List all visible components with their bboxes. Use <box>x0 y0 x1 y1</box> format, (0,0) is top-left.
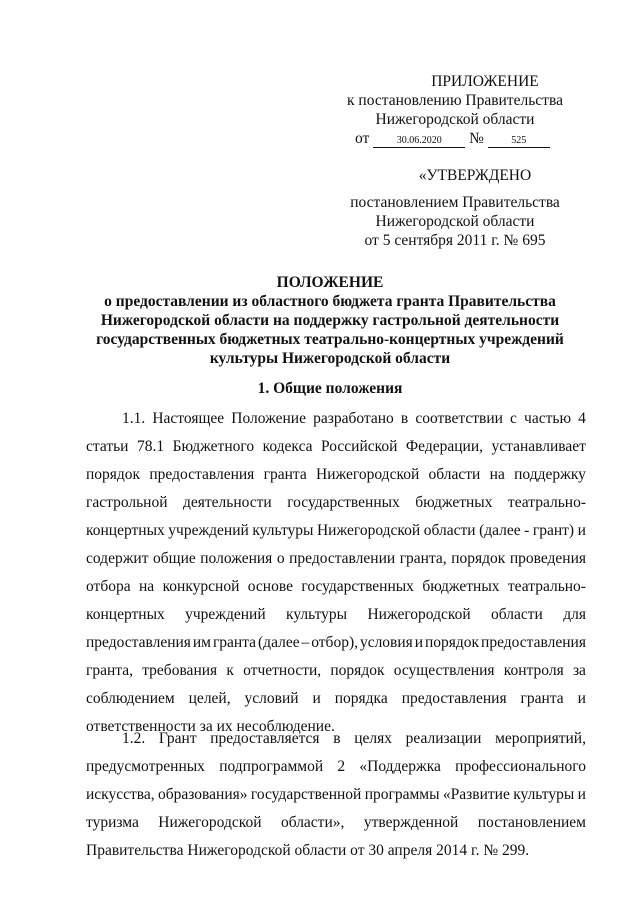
document-title <box>60 273 600 368</box>
appendix-line-2: Нижегородской области <box>375 111 535 128</box>
paragraph-line: отбора на конкурсной основе государственных бюджетных театрально- <box>86 578 586 595</box>
appendix-title: ПРИЛОЖЕНИЕ <box>431 73 539 90</box>
paragraph-line: соблюдением целей, условий и порядка предоставления гранта и <box>86 690 586 707</box>
decree-number: 525 <box>488 135 550 148</box>
paragraph-line: ответственности за их несоблюдение. <box>86 718 335 735</box>
appendix-line-1: к постановлению Правительства <box>347 92 563 109</box>
paragraph-line: гранта, требования к отчетности, порядок осуществления контроля за <box>86 662 586 679</box>
paragraph-line: искусства, образования» государственной программы «Развитие культуры и <box>86 786 586 803</box>
paragraph-1-1 <box>86 405 586 741</box>
document-title-line-1: ПОЛОЖЕНИЕ <box>276 274 384 291</box>
approved-line-2: Нижегородской области <box>375 213 535 230</box>
document-title-line-4: государственных бюджетных театрально-концертных учреждений <box>96 331 564 348</box>
approved-line-1: постановлением Правительства <box>350 194 560 211</box>
paragraph-line: предусмотренных подпрограммой 2 «Поддержка профессионального <box>86 758 586 775</box>
approved-line-3: от 5 сентября 2011 г. № 695 <box>364 232 546 249</box>
paragraph-line: порядок предоставления гранта Нижегородской области на поддержку <box>86 466 586 483</box>
section-heading: 1. Общие положения <box>257 380 403 397</box>
decree-date: 30.06.2020 <box>373 135 465 148</box>
paragraph-line: содержит общие положения о предоставлении гранта, порядок проведения <box>86 550 586 567</box>
paragraph-line: концертных учреждений культуры Нижегородской области для <box>86 606 586 623</box>
paragraph-line: гастрольной деятельности государственных бюджетных театрально- <box>86 494 586 511</box>
paragraph-line: 1.2. Грант предоставляется в целях реализации мероприятий, <box>122 730 586 747</box>
appendix-date-line <box>330 129 580 148</box>
paragraph-1-2 <box>86 725 586 865</box>
approved-title: «УТВЕРЖДЕНО <box>418 167 532 184</box>
approved-block <box>330 166 580 250</box>
paragraph-line: 1.1. Настоящее Положение разработано в соответствии с частью 4 <box>122 410 586 427</box>
appendix-block <box>330 72 580 148</box>
document-title-line-2: о предоставлении из областного бюджета гранта Правительства <box>104 293 556 310</box>
from-label: от <box>355 130 370 147</box>
paragraph-line: статьи 78.1 Бюджетного кодекса Российской Федерации, устанавливает <box>86 438 586 455</box>
number-label: № <box>469 130 484 147</box>
paragraph-line: туризма Нижегородской области», утвержденной постановлением <box>86 814 586 831</box>
paragraph-line: концертных учреждений культуры Нижегородской области (далее - грант) и <box>86 522 586 539</box>
paragraph-line: предоставления им гранта (далее – отбор), условия и порядок предоставления <box>86 634 586 651</box>
paragraph-line: Правительства Нижегородской области от 30 апреля 2014 г. № 299. <box>86 842 530 859</box>
document-title-line-5: культуры Нижегородской области <box>209 350 451 367</box>
document-title-line-3: Нижегородской области на поддержку гастрольной деятельности <box>100 312 560 329</box>
